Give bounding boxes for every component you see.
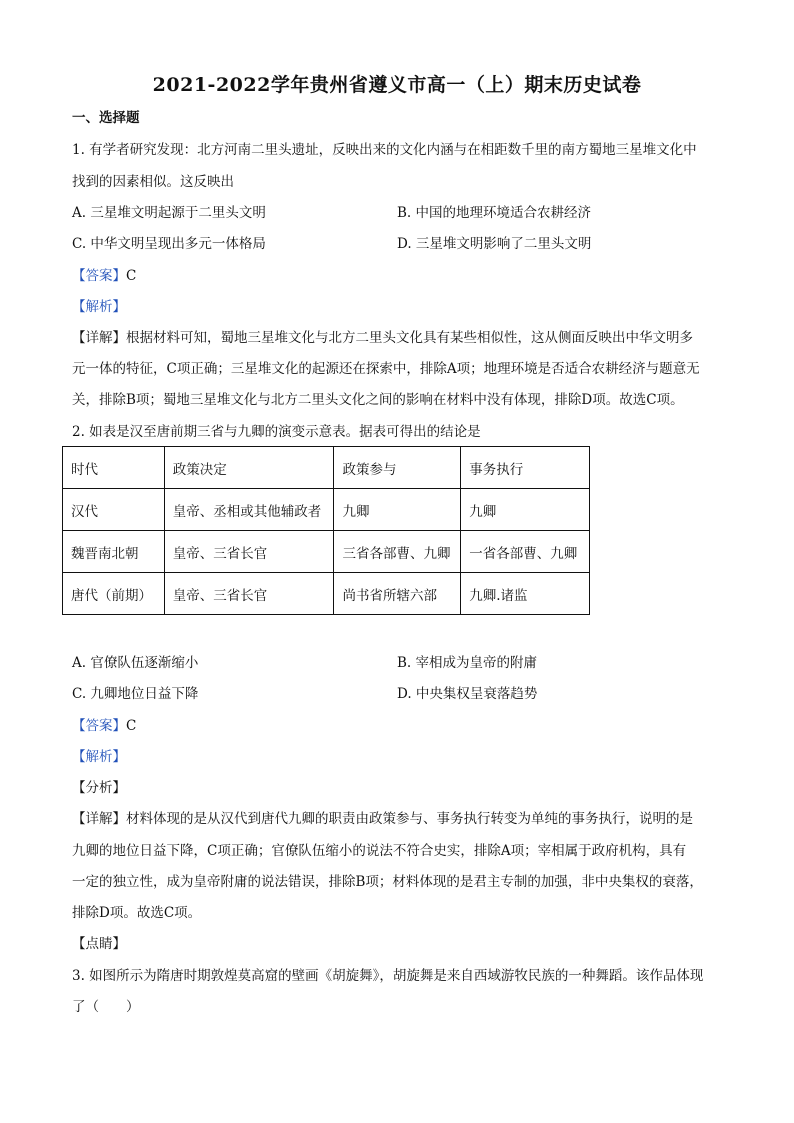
q2-detail-line1 — [72, 809, 732, 829]
table-cell: 魏晋南北朝 — [63, 531, 165, 573]
table-cell: 皇帝、三省长官 — [164, 573, 334, 615]
q2-detail-label: 【详解】 — [72, 811, 126, 827]
table-cell: 汉代 — [63, 489, 165, 531]
q3-stem-line2: 了（ ） — [72, 999, 140, 1015]
table-cell: 一省各部曹、九卿 — [461, 531, 590, 573]
table-header-cell: 政策参与 — [334, 447, 461, 489]
q1-stem-line1: 1. 有学者研究发现：北方河南二里头遗址，反映出来的文化内涵与在相距数千里的南方蜀地三星堆文化中 — [72, 142, 697, 158]
q2-answer-label: 【答案】 — [72, 718, 126, 734]
table-cell: 九卿 — [461, 489, 590, 531]
q2-analysis-label: 【解析】 — [72, 749, 126, 765]
q2-option-c: C. 九卿地位日益下降 — [72, 686, 199, 702]
q3-stem-line1: 3. 如图所示为隋唐时期敦煌莫高窟的壁画《胡旋舞》，胡旋舞是来自西域游牧民族的一种舞蹈。该作品体现 — [72, 968, 704, 984]
q1-detail-label: 【详解】 — [72, 330, 126, 346]
table-cell: 皇帝、丞相或其他辅政者 — [164, 489, 334, 531]
table-header-cell: 时代 — [63, 447, 165, 489]
q1-stem-line2: 找到的因素相似。这反映出 — [72, 174, 234, 190]
q2-stem: 2. 如表是汉至唐前期三省与九卿的演变示意表。据表可得出的结论是 — [72, 424, 481, 440]
q2-option-a: A. 官僚队伍逐渐缩小 — [72, 655, 199, 671]
table-row — [63, 489, 590, 531]
q1-option-c: C. 中华文明呈现出多元一体格局 — [72, 236, 266, 252]
q2-option-d: D. 中央集权呈衰落趋势 — [397, 686, 538, 702]
table-cell: 皇帝、三省长官 — [164, 531, 334, 573]
q1-option-d: D. 三星堆文明影响了二里头文明 — [397, 236, 592, 252]
table-header-row — [63, 447, 590, 489]
q1-detail-line3: 关，排除B项；蜀地三星堆文化与北方二里头文化之间的影响在材料中没有体现，排除D项。故选C项。 — [72, 392, 684, 408]
page-title: 2021-2022学年贵州省遵义市高一（上）期末历史试卷 — [152, 74, 642, 96]
q1-answer-label: 【答案】 — [72, 268, 126, 284]
q2-detail-text1: 材料体现的是从汉代到唐代九卿的职责由政策参与、事务执行转变为单纯的事务执行，说明的是 — [126, 811, 693, 827]
q2-fenxi-label: 【分析】 — [72, 780, 126, 796]
q1-analysis-label: 【解析】 — [72, 299, 126, 315]
table-header-cell: 政策决定 — [164, 447, 334, 489]
q1-answer-value: C — [126, 268, 137, 284]
q2-dianjing-label: 【点睛】 — [72, 936, 126, 952]
table-cell: 九卿 — [334, 489, 461, 531]
q1-answer — [72, 266, 732, 286]
table-cell: 三省各部曹、九卿 — [334, 531, 461, 573]
q1-option-a: A. 三星堆文明起源于二里头文明 — [72, 205, 266, 221]
evolution-table — [62, 446, 590, 615]
table-cell: 唐代（前期） — [63, 573, 165, 615]
table-row — [63, 531, 590, 573]
q2-answer-value: C — [126, 718, 137, 734]
q2-option-b: B. 宰相成为皇帝的附庸 — [397, 655, 538, 671]
table-cell: 九卿.诸监 — [461, 573, 590, 615]
q1-detail-line1 — [72, 328, 732, 348]
q2-detail-line2: 九卿的地位日益下降，C项正确；官僚队伍缩小的说法不符合史实，排除A项；宰相属于政府机构，具有 — [72, 843, 687, 859]
q1-option-b: B. 中国的地理环境适合农耕经济 — [397, 205, 592, 221]
section-heading: 一、选择题 — [72, 110, 140, 126]
table-cell: 尚书省所辖六部 — [334, 573, 461, 615]
q2-detail-line4: 排除D项。故选C项。 — [72, 905, 202, 921]
table-header-cell: 事务执行 — [461, 447, 590, 489]
q1-detail-text1: 根据材料可知，蜀地三星堆文化与北方二里头文化具有某些相似性，这从侧面反映出中华文明多 — [126, 330, 693, 346]
q1-detail-line2: 元一体的特征，C项正确；三星堆文化的起源还在探索中，排除A项；地理环境是否适合农耕经济与题意无 — [72, 361, 700, 377]
q2-answer — [72, 716, 732, 736]
q2-detail-line3: 一定的独立性，成为皇帝附庸的说法错误，排除B项；材料体现的是君主专制的加强，非中央集权的衰落， — [72, 874, 703, 890]
table-row — [63, 573, 590, 615]
